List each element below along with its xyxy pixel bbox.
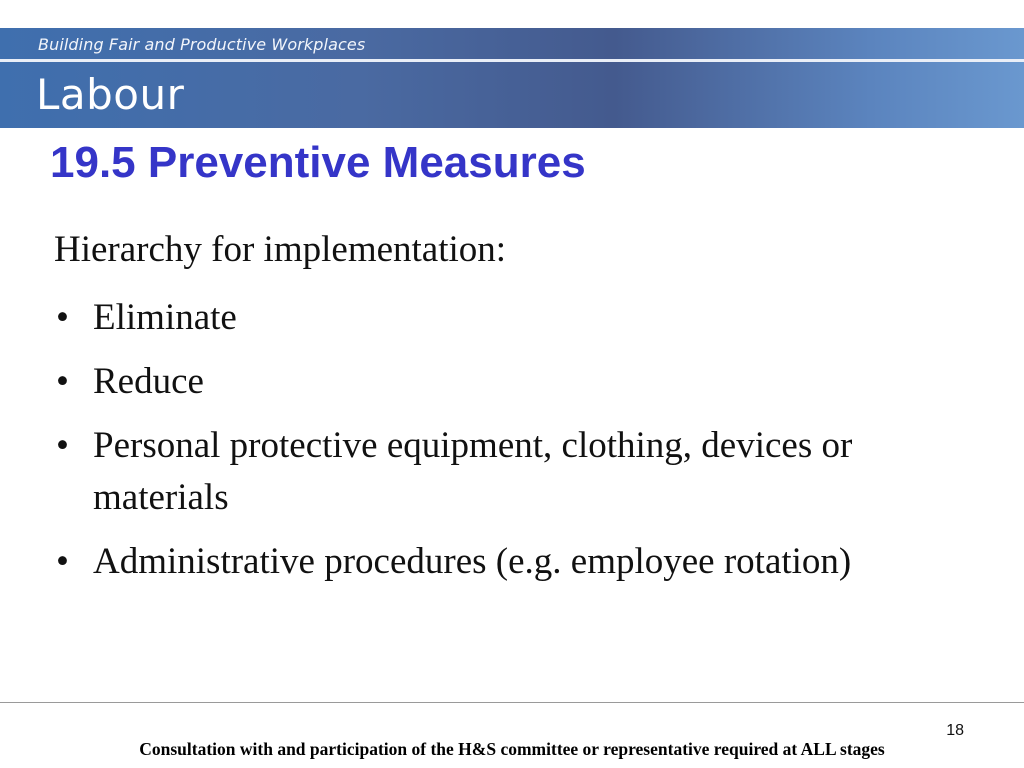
- bullet-item-ppe: [54, 420, 904, 524]
- bullet-list: [54, 292, 904, 600]
- bullet-text: Reduce: [93, 361, 204, 402]
- header-banner: [0, 28, 1024, 128]
- bullet-item-administrative: [54, 536, 904, 588]
- footer-divider: [0, 702, 1024, 703]
- bullet-text: Administrative procedures (e.g. employee rotation): [93, 541, 852, 582]
- page-number: 18: [946, 722, 964, 739]
- header-brand-logo: Labour: [36, 70, 185, 119]
- header-divider: [0, 59, 1024, 62]
- bullet-icon: •: [56, 425, 69, 466]
- bullet-item-eliminate: [54, 292, 904, 344]
- bullet-icon: •: [56, 541, 69, 582]
- bullet-text: Eliminate: [93, 297, 237, 338]
- intro-text: Hierarchy for implementation:: [54, 229, 507, 270]
- slide-title: 19.5 Preventive Measures: [50, 138, 586, 187]
- bullet-icon: •: [56, 297, 69, 338]
- footer-note: Consultation with and participation of the H&S committee or representative required at ALL stages: [139, 739, 885, 759]
- header-tagline: Building Fair and Productive Workplaces: [38, 35, 366, 54]
- bullet-text: Personal protective equipment, clothing, devices or materials: [93, 425, 853, 518]
- bullet-item-reduce: [54, 356, 904, 408]
- bullet-icon: •: [56, 361, 69, 402]
